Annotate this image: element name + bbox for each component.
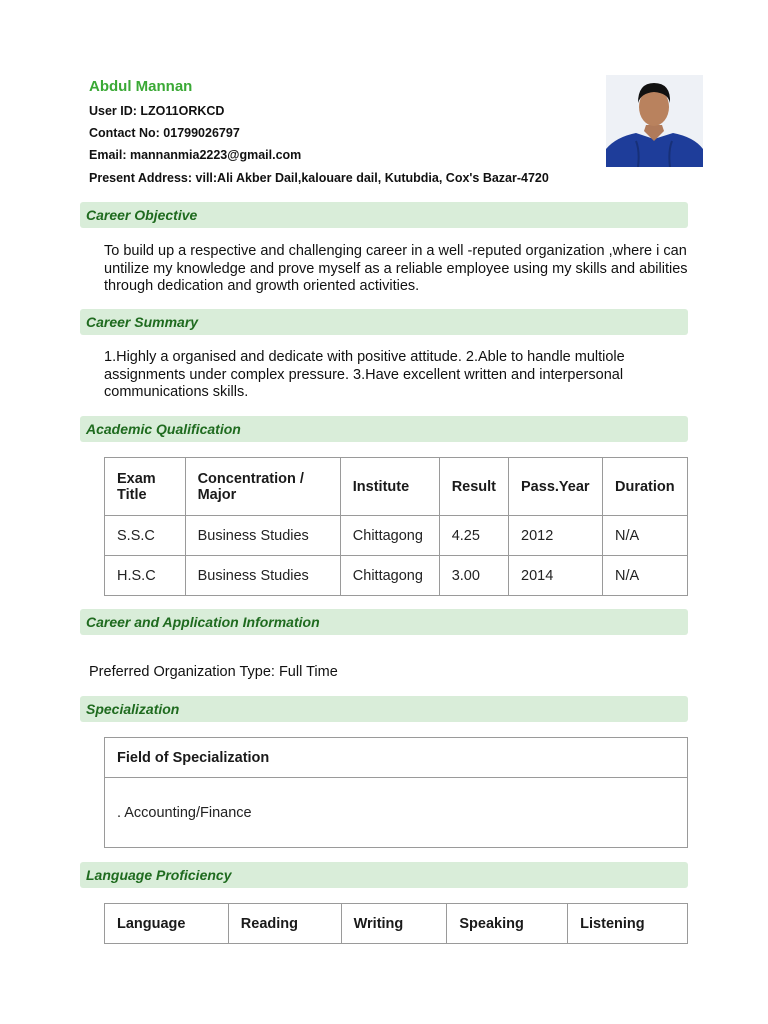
table-row <box>105 778 688 848</box>
table-cell: S.S.C <box>105 516 186 556</box>
email: Email: mannanmia2223@gmail.com <box>89 148 302 162</box>
table-cell: H.S.C <box>105 556 186 596</box>
present-address: Present Address: vill:Ali Akber Dail,kalouare dail, Kutubdia, Cox's Bazar-4720 <box>89 171 549 185</box>
section-title: Language Proficiency <box>86 867 232 883</box>
table-cell: 2014 <box>509 556 603 596</box>
table-header-row <box>105 458 688 516</box>
column-header: Duration <box>603 458 688 516</box>
table-cell: Business Studies <box>185 556 340 596</box>
section-title: Academic Qualification <box>86 421 241 437</box>
column-header: Result <box>439 458 508 516</box>
preferred-organization-type: Preferred Organization Type: Full Time <box>89 664 338 680</box>
section-title: Career Objective <box>86 207 198 223</box>
column-header: Institute <box>340 458 439 516</box>
table-cell: Chittagong <box>340 556 439 596</box>
table-cell: 3.00 <box>439 556 508 596</box>
table-cell: Business Studies <box>185 516 340 556</box>
table-cell: 2012 <box>509 516 603 556</box>
section-title: Career Summary <box>86 314 199 330</box>
user-id: User ID: LZO11ORKCD <box>89 104 225 118</box>
column-header: Concentration / Major <box>185 458 340 516</box>
section-career-application <box>80 609 688 635</box>
language-table <box>104 903 688 944</box>
profile-photo <box>606 75 703 167</box>
section-career-objective <box>80 202 688 228</box>
table-row <box>105 556 688 596</box>
column-header: Speaking <box>447 904 568 944</box>
profile-photo-image <box>606 75 703 167</box>
column-header: Reading <box>228 904 341 944</box>
table-cell: N/A <box>603 556 688 596</box>
section-career-summary <box>80 309 688 335</box>
candidate-name: Abdul Mannan <box>89 78 193 95</box>
column-header: Pass.Year <box>509 458 603 516</box>
section-language-proficiency <box>80 862 688 888</box>
contact-number: Contact No: 01799026797 <box>89 126 240 140</box>
column-header: Listening <box>568 904 688 944</box>
table-header-row <box>105 904 688 944</box>
section-title: Specialization <box>86 701 180 717</box>
table-row <box>105 516 688 556</box>
table-cell: Chittagong <box>340 516 439 556</box>
table-cell: 4.25 <box>439 516 508 556</box>
table-cell: . Accounting/Finance <box>105 778 688 848</box>
career-summary-text: 1.Highly a organised and dedicate with positive attitude. 2.Able to handle multiole assignments under complex pressure. 3.Have excellent written and interpersonal communications skills. <box>104 349 625 400</box>
section-specialization <box>80 696 688 722</box>
section-academic-qualification <box>80 416 688 442</box>
column-header: Language <box>105 904 229 944</box>
table-cell: N/A <box>603 516 688 556</box>
career-objective-text: To build up a respective and challenging career in a well -reputed organization ,where i can untilize my knowledge and prove myself as a reliable employee using my skills and abilities through dedication and growth oriented activities. <box>104 243 688 294</box>
specialization-table <box>104 737 688 848</box>
column-header: Exam Title <box>105 458 186 516</box>
academic-table <box>104 457 688 596</box>
section-title: Career and Application Information <box>86 614 320 630</box>
column-header: Writing <box>341 904 447 944</box>
column-header: Field of Specialization <box>105 738 688 778</box>
table-header-row <box>105 738 688 778</box>
